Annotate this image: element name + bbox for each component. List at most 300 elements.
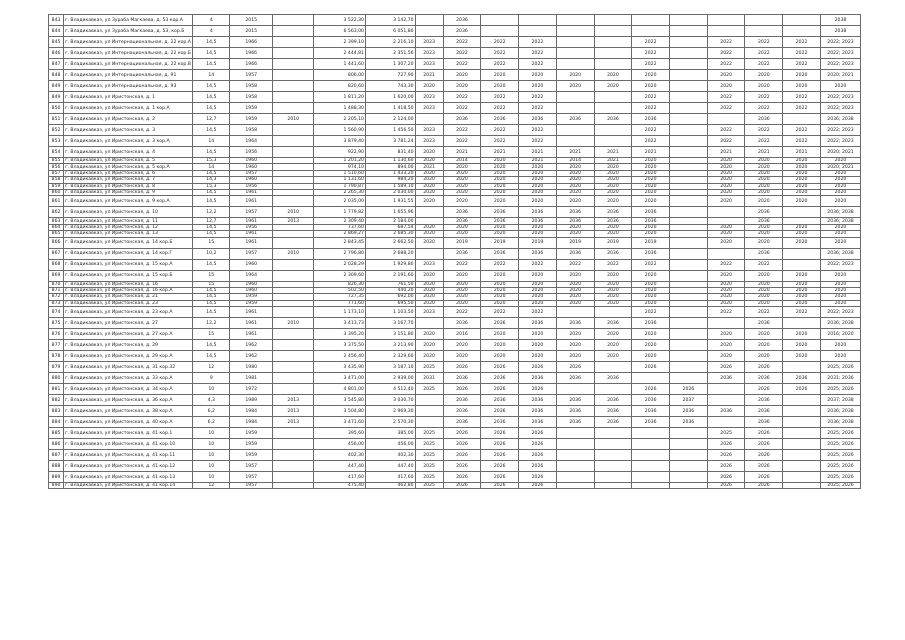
work-year-cell: 2026 <box>707 362 745 373</box>
work-year-cell: 2021 <box>443 147 481 158</box>
total-area-cell: 6 563,00 <box>314 26 366 37</box>
work-year-cell: 2020 <box>783 231 821 237</box>
engineering-year-cell: 2025 <box>415 450 443 461</box>
build-year-cell: 1957 <box>230 207 273 218</box>
row-number-cell: 882 <box>49 395 64 406</box>
work-year-cell: 2022 <box>632 307 670 318</box>
build-year-cell: 1961 <box>230 218 273 224</box>
row-number-cell: 847 <box>49 59 64 70</box>
build-year-cell: 1959 <box>230 294 273 300</box>
work-year-cell <box>707 26 745 37</box>
work-year-cell <box>670 248 708 259</box>
row-number-cell: 866 <box>49 237 64 248</box>
work-year-cell: 2022 <box>519 125 557 136</box>
build-year-cell: 1956 <box>230 147 273 158</box>
work-year-cell: 2020 <box>481 351 519 362</box>
work-year-cell: 2036 <box>519 417 557 428</box>
living-area-cell: 2 216,10 <box>365 37 415 48</box>
work-year-cell: 2020 <box>443 294 481 300</box>
work-year-cell: 2020 <box>594 183 632 189</box>
work-year-cell: 2020 <box>519 287 557 293</box>
work-year-cell <box>670 351 708 362</box>
work-year-cell: 2022 <box>745 48 783 59</box>
build-year-cell: 1958 <box>230 81 273 92</box>
address-cell: г. Владикавказ, ул Зураба Магкаева, д. 53 кор.А <box>64 15 193 26</box>
work-year-cell <box>632 373 670 384</box>
repair-year-cell <box>273 259 314 270</box>
work-year-cell: 2036 <box>556 406 594 417</box>
work-year-cell: 2020 <box>745 183 783 189</box>
work-year-cell <box>594 439 632 450</box>
work-year-cell: 2036 <box>594 248 632 259</box>
work-year-cell <box>783 483 821 489</box>
work-year-cell: 2022 <box>519 37 557 48</box>
total-area-cell: 974,10 <box>314 164 366 170</box>
repair-year-cell <box>273 373 314 384</box>
work-year-cell <box>783 248 821 259</box>
planned-period-cell: 2020 <box>820 177 860 183</box>
work-year-cell: 2014 <box>556 158 594 164</box>
living-area-cell: 1 418,50 <box>365 103 415 114</box>
planned-period-cell: 2016; 2020 <box>820 329 860 340</box>
work-year-cell <box>594 37 632 48</box>
total-area-cell: 1 790,87 <box>314 183 366 189</box>
work-year-cell <box>556 307 594 318</box>
row-number-cell: 878 <box>49 351 64 362</box>
address-cell: г. Владикавказ, ул Иристонская, д. 9 <box>64 189 193 195</box>
work-year-cell: 2036 <box>481 218 519 224</box>
work-year-cell: 2036 <box>443 15 481 26</box>
living-area-cell: 1 456,50 <box>365 125 415 136</box>
work-year-cell: 2026 <box>745 362 783 373</box>
work-year-cell: 2036 <box>707 406 745 417</box>
address-cell: г. Владикавказ, ул Иристонская, д. 41 кор.10 <box>64 439 193 450</box>
work-year-cell <box>519 26 557 37</box>
work-year-cell: 2020 <box>481 196 519 207</box>
work-year-cell: 2020 <box>556 164 594 170</box>
work-year-cell <box>594 26 632 37</box>
wear-percent-cell: 4,3 <box>193 395 230 406</box>
work-year-cell <box>670 259 708 270</box>
table-row <box>49 340 861 351</box>
work-year-cell: 2036 <box>670 406 708 417</box>
row-number-cell: 854 <box>49 147 64 158</box>
work-year-cell: 2022 <box>707 92 745 103</box>
work-year-cell <box>556 439 594 450</box>
work-year-cell: 2036 <box>556 373 594 384</box>
address-cell: г. Владикавказ, ул Иристонская, д. 12 <box>64 224 193 230</box>
total-area-cell: 3 471,00 <box>314 373 366 384</box>
engineering-year-cell: 2020 <box>415 183 443 189</box>
work-year-cell: 2036 <box>556 318 594 329</box>
engineering-year-cell <box>415 395 443 406</box>
work-year-cell <box>594 384 632 395</box>
table-row <box>49 362 861 373</box>
repair-year-cell <box>273 237 314 248</box>
table-row <box>49 147 861 158</box>
work-year-cell <box>632 428 670 439</box>
work-year-cell: 2020 <box>632 329 670 340</box>
repair-year-cell <box>273 428 314 439</box>
table-row <box>49 207 861 218</box>
living-area-cell: 417,60 <box>365 472 415 483</box>
work-year-cell <box>707 15 745 26</box>
work-year-cell: 2036 <box>707 373 745 384</box>
repair-year-cell <box>273 472 314 483</box>
living-area-cell: 3 167,70 <box>365 318 415 329</box>
address-cell: г. Владикавказ, ул Иристонская, д. 1 кор.А <box>64 103 193 114</box>
living-area-cell: 1 433,20 <box>365 170 415 176</box>
address-cell: г. Владикавказ, ул Иристонская, д. 8 <box>64 183 193 189</box>
living-area-cell: 727,90 <box>365 70 415 81</box>
work-year-cell <box>670 207 708 218</box>
wear-percent-cell: 10,2 <box>193 248 230 259</box>
wear-percent-cell: 12 <box>193 483 230 489</box>
planned-period-cell: 2020 <box>820 300 860 306</box>
work-year-cell: 2020 <box>707 81 745 92</box>
planned-period-cell: 2020; 2021 <box>820 164 860 170</box>
planned-period-cell: 2022; 2023 <box>820 92 860 103</box>
row-number-cell: 868 <box>49 259 64 270</box>
address-cell: г. Владикавказ, ул Иристонская, д. 7 <box>64 177 193 183</box>
work-year-cell <box>670 147 708 158</box>
table-row <box>49 26 861 37</box>
work-year-cell: 2036 <box>519 248 557 259</box>
total-area-cell: 727,35 <box>314 294 366 300</box>
work-year-cell: 2036 <box>443 318 481 329</box>
work-year-cell: 2020 <box>745 329 783 340</box>
engineering-year-cell: 2020 <box>415 351 443 362</box>
build-year-cell: 1961 <box>230 196 273 207</box>
work-year-cell <box>670 114 708 125</box>
work-year-cell: 2020 <box>481 189 519 195</box>
work-year-cell: 2021 <box>632 147 670 158</box>
work-year-cell: 2020 <box>745 287 783 293</box>
living-area-cell: 456,00 <box>365 439 415 450</box>
address-cell: г. Владикавказ, ул Иристонская, д. 36 кор.А <box>64 395 193 406</box>
work-year-cell: 2020 <box>443 177 481 183</box>
work-year-cell: 2036 <box>745 395 783 406</box>
work-year-cell <box>632 26 670 37</box>
work-year-cell <box>594 472 632 483</box>
table-row <box>49 450 861 461</box>
living-area-cell: 2 570,30 <box>365 417 415 428</box>
living-area-cell: 2 969,30 <box>365 406 415 417</box>
address-cell: г. Владикавказ, ул Иристонская, д. 13 <box>64 231 193 237</box>
work-year-cell: 2020 <box>519 196 557 207</box>
address-cell: г. Владикавказ, ул Иристонская, д. 16 кор.А <box>64 287 193 293</box>
engineering-year-cell: 2025 <box>415 439 443 450</box>
total-area-cell: 1 131,60 <box>314 177 366 183</box>
engineering-year-cell: 2023 <box>415 103 443 114</box>
work-year-cell <box>783 439 821 450</box>
work-year-cell: 2036 <box>481 248 519 259</box>
living-area-cell: 1 655,96 <box>365 207 415 218</box>
engineering-year-cell: 2020 <box>415 196 443 207</box>
work-year-cell: 2020 <box>481 158 519 164</box>
work-year-cell: 2020 <box>707 231 745 237</box>
repair-year-cell <box>273 147 314 158</box>
build-year-cell: 1981 <box>230 373 273 384</box>
work-year-cell: 2036 <box>745 207 783 218</box>
total-area-cell: 4 801,00 <box>314 384 366 395</box>
build-year-cell: 1961 <box>230 237 273 248</box>
work-year-cell <box>670 92 708 103</box>
planned-period-cell: 2025; 2026 <box>820 428 860 439</box>
work-year-cell <box>745 15 783 26</box>
living-area-cell: 385,00 <box>365 428 415 439</box>
address-cell: г. Владикавказ, ул Иристонская, д. 23 <box>64 300 193 306</box>
living-area-cell: 1 620,00 <box>365 92 415 103</box>
work-year-cell: 2036 <box>745 114 783 125</box>
address-cell: г. Владикавказ, ул Интернациональная, д. 91 <box>64 70 193 81</box>
total-area-cell: 3 435,90 <box>314 362 366 373</box>
work-year-cell: 2020 <box>556 351 594 362</box>
work-year-cell: 2020 <box>556 287 594 293</box>
work-year-cell: 2022 <box>707 259 745 270</box>
engineering-year-cell: 2020 <box>415 329 443 340</box>
work-year-cell: 2020 <box>745 281 783 287</box>
total-area-cell: 502,50 <box>314 287 366 293</box>
address-cell: г. Владикавказ, ул Иристонская, д. 41 кор.11 <box>64 450 193 461</box>
address-cell: г. Владикавказ, ул Иристонская, д. 31 кор.32 <box>64 362 193 373</box>
work-year-cell: 2020 <box>481 183 519 189</box>
repair-year-cell: 2010 <box>273 114 314 125</box>
living-area-cell: 462,80 <box>365 483 415 489</box>
work-year-cell <box>670 196 708 207</box>
table-row <box>49 384 861 395</box>
work-year-cell: 2026 <box>519 428 557 439</box>
planned-period-cell: 2020 <box>820 231 860 237</box>
work-year-cell: 2020 <box>519 300 557 306</box>
build-year-cell: 1957 <box>230 248 273 259</box>
work-year-cell <box>670 15 708 26</box>
work-year-cell <box>594 48 632 59</box>
living-area-cell: 1 589,10 <box>365 183 415 189</box>
work-year-cell: 2014 <box>443 158 481 164</box>
total-area-cell: 2 309,40 <box>314 218 366 224</box>
row-number-cell: 876 <box>49 329 64 340</box>
work-year-cell: 2020 <box>594 270 632 281</box>
work-year-cell: 2022 <box>481 48 519 59</box>
engineering-year-cell: 2020 <box>415 189 443 195</box>
living-area-cell: 1 307,20 <box>365 59 415 70</box>
work-year-cell: 2020 <box>632 196 670 207</box>
total-area-cell: 3 395,20 <box>314 329 366 340</box>
address-cell: г. Владикавказ, ул Иристонская, д. 2 <box>64 114 193 125</box>
repair-year-cell <box>273 26 314 37</box>
wear-percent-cell: 14,5 <box>193 37 230 48</box>
work-year-cell: 2020 <box>481 270 519 281</box>
work-year-cell <box>783 395 821 406</box>
address-cell: г. Владикавказ, ул Иристонская, д. 14 кор.Б <box>64 237 193 248</box>
build-year-cell: 1956 <box>230 224 273 230</box>
work-year-cell <box>594 450 632 461</box>
work-year-cell: 2036 <box>632 218 670 224</box>
wear-percent-cell: 14,5 <box>193 287 230 293</box>
work-year-cell: 2026 <box>443 461 481 472</box>
address-cell: г. Владикавказ, ул Иристонская, д. 15 кор.Б <box>64 270 193 281</box>
build-year-cell: 1957 <box>230 461 273 472</box>
address-cell: г. Владикавказ, ул Иристонская, д. 11 <box>64 218 193 224</box>
work-year-cell: 2022 <box>745 37 783 48</box>
work-year-cell <box>670 48 708 59</box>
work-year-cell: 2020 <box>783 281 821 287</box>
table-row <box>49 307 861 318</box>
row-number-cell: 874 <box>49 307 64 318</box>
work-year-cell <box>556 384 594 395</box>
build-year-cell: 1961 <box>230 329 273 340</box>
planned-period-cell: 2036; 2038 <box>820 248 860 259</box>
wear-percent-cell: 10 <box>193 439 230 450</box>
work-year-cell: 2020 <box>443 183 481 189</box>
row-number-cell: 887 <box>49 450 64 461</box>
work-year-cell: 2020 <box>519 189 557 195</box>
work-year-cell: 2022 <box>443 92 481 103</box>
wear-percent-cell: 15 <box>193 281 230 287</box>
engineering-year-cell <box>415 15 443 26</box>
address-cell: г. Владикавказ, ул Иристонская, д. 27 <box>64 318 193 329</box>
living-area-cell: 2 030,00 <box>365 189 415 195</box>
wear-percent-cell: 14,5 <box>193 259 230 270</box>
work-year-cell: 2020 <box>556 177 594 183</box>
build-year-cell: 1956 <box>230 183 273 189</box>
row-number-cell: 849 <box>49 92 64 103</box>
table-row <box>49 351 861 362</box>
row-number-cell: 870 <box>49 281 64 287</box>
work-year-cell <box>707 114 745 125</box>
work-year-cell: 2022 <box>745 307 783 318</box>
build-year-cell: 1960 <box>230 281 273 287</box>
work-year-cell: 2020 <box>783 351 821 362</box>
work-year-cell: 2020 <box>443 287 481 293</box>
table-row <box>49 48 861 59</box>
work-year-cell <box>594 461 632 472</box>
work-year-cell <box>670 237 708 248</box>
build-year-cell: 1957 <box>230 70 273 81</box>
work-year-cell: 2020 <box>556 183 594 189</box>
work-year-cell: 2021 <box>519 158 557 164</box>
work-year-cell: 2020 <box>632 81 670 92</box>
work-year-cell: 2036 <box>783 373 821 384</box>
work-year-cell: 2036 <box>481 318 519 329</box>
work-year-cell: 2020 <box>783 294 821 300</box>
work-year-cell: 2020 <box>745 224 783 230</box>
table-row <box>49 395 861 406</box>
engineering-year-cell: 2025 <box>415 384 443 395</box>
total-area-cell: 3 471,60 <box>314 417 366 428</box>
living-area-cell: 2 329,60 <box>365 351 415 362</box>
address-cell: г. Владикавказ, ул Иристонская, д. 41 кор.1 <box>64 428 193 439</box>
engineering-year-cell <box>415 318 443 329</box>
work-year-cell: 2020 <box>745 164 783 170</box>
address-cell: г. Владикавказ, ул Иристонская, д. 4 <box>64 147 193 158</box>
work-year-cell: 2022 <box>443 37 481 48</box>
work-year-cell: 2020 <box>783 183 821 189</box>
work-year-cell: 2020 <box>519 329 557 340</box>
work-year-cell: 2022 <box>707 136 745 147</box>
work-year-cell: 2026 <box>556 362 594 373</box>
planned-period-cell: 2020 <box>820 237 860 248</box>
work-year-cell: 2036 <box>632 318 670 329</box>
address-cell: г. Владикавказ, ул Иристонская, д. 15 кор.А <box>64 259 193 270</box>
planned-period-cell: 2020 <box>820 340 860 351</box>
work-year-cell: 2026 <box>707 450 745 461</box>
work-year-cell: 2026 <box>745 461 783 472</box>
work-year-cell: 2020 <box>556 231 594 237</box>
work-year-cell: 2020 <box>632 231 670 237</box>
row-number-cell: 879 <box>49 362 64 373</box>
work-year-cell: 2026 <box>745 439 783 450</box>
work-year-cell: 2026 <box>443 472 481 483</box>
work-year-cell: 2026 <box>783 384 821 395</box>
work-year-cell: 2020 <box>594 300 632 306</box>
living-area-cell: 440,20 <box>365 287 415 293</box>
work-year-cell <box>632 483 670 489</box>
work-year-cell: 2022 <box>707 103 745 114</box>
engineering-year-cell: 2023 <box>415 92 443 103</box>
work-year-cell: 2020 <box>481 329 519 340</box>
work-year-cell: 2020 <box>632 294 670 300</box>
work-year-cell: 2022 <box>481 37 519 48</box>
work-year-cell: 2020 <box>745 340 783 351</box>
work-year-cell: 2020 <box>707 164 745 170</box>
address-cell: г. Владикавказ, ул Иристонская, д. 41 кор.12 <box>64 461 193 472</box>
work-year-cell: 2019 <box>556 237 594 248</box>
total-area-cell: 1 811,20 <box>314 92 366 103</box>
wear-percent-cell: 4 <box>193 26 230 37</box>
planned-period-cell: 2036; 2038 <box>820 218 860 224</box>
work-year-cell: 2020 <box>632 287 670 293</box>
build-year-cell: 1961 <box>230 189 273 195</box>
build-year-cell: 1960 <box>230 158 273 164</box>
work-year-cell: 2021 <box>481 147 519 158</box>
work-year-cell: 2020 <box>632 170 670 176</box>
address-cell: г. Владикавказ, ул Интернациональная, д. 22 кор.Б <box>64 48 193 59</box>
work-year-cell: 2020 <box>745 81 783 92</box>
work-year-cell: 2020 <box>481 294 519 300</box>
work-year-cell: 2019 <box>519 237 557 248</box>
address-cell: г. Владикавказ, ул Иристонская, д. 38 кор.А <box>64 406 193 417</box>
work-year-cell: 2026 <box>707 439 745 450</box>
work-year-cell: 2020 <box>481 164 519 170</box>
work-year-cell: 2020 <box>594 196 632 207</box>
work-year-cell: 2026 <box>745 472 783 483</box>
work-year-cell: 2022 <box>783 59 821 70</box>
address-cell: г. Владикавказ, ул Интернациональная, д. 22 кор.А <box>64 37 193 48</box>
work-year-cell: 2022 <box>443 259 481 270</box>
address-cell: г. Владикавказ, ул Иристонская, д. 41 кор.14 <box>64 483 193 489</box>
work-year-cell: 2021 <box>745 147 783 158</box>
total-area-cell: 3 413,73 <box>314 318 366 329</box>
work-year-cell <box>670 472 708 483</box>
work-year-cell: 2021 <box>707 147 745 158</box>
work-year-cell <box>556 37 594 48</box>
engineering-year-cell: 2025 <box>415 483 443 489</box>
row-number-cell: 869 <box>49 270 64 281</box>
planned-period-cell: 2022; 2023 <box>820 136 860 147</box>
total-area-cell: 2 796,80 <box>314 248 366 259</box>
planned-period-cell: 2022; 2023 <box>820 259 860 270</box>
planned-period-cell: 2020 <box>820 196 860 207</box>
work-year-cell: 2036 <box>556 207 594 218</box>
row-number-cell: 857 <box>49 170 64 176</box>
work-year-cell: 2022 <box>783 125 821 136</box>
total-area-cell: 2 035,00 <box>314 196 366 207</box>
wear-percent-cell: 14,5 <box>193 189 230 195</box>
work-year-cell <box>670 318 708 329</box>
engineering-year-cell <box>415 248 443 259</box>
